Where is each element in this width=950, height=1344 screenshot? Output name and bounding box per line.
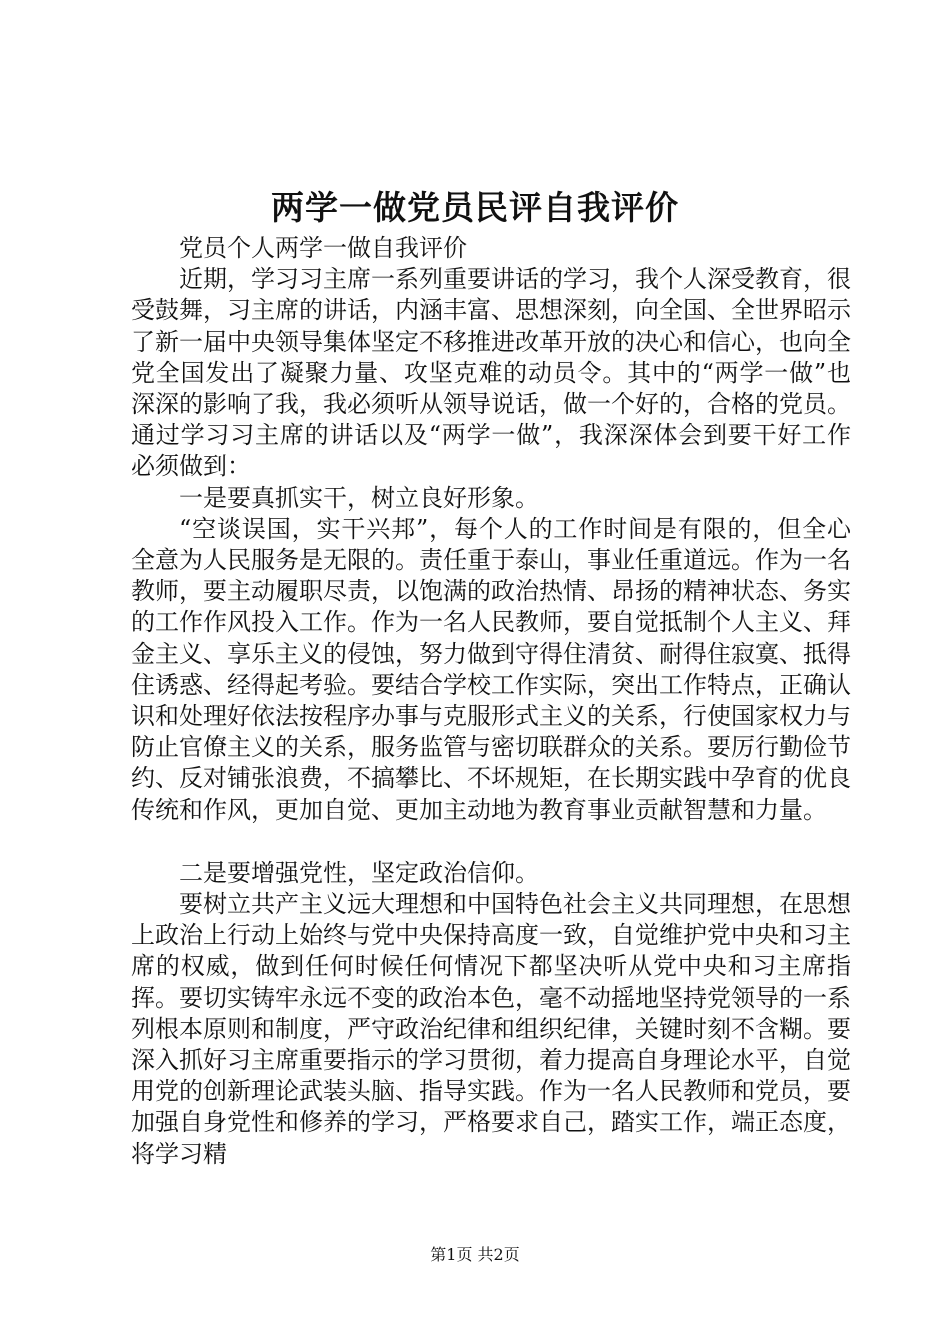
document-body [131,233,851,1170]
page-number: 第1页 共2页 [430,1245,520,1264]
paragraph-heading-1: 一是要真抓实干，树立良好形象。 [179,483,539,512]
paragraph-subtitle: 党员个人两学一做自我评价 [179,234,467,262]
paragraph-intro: 近期，学习习主席一系列重要讲话的学习，我个人深受教育，很受鼓舞，习主席的讲话，内涵丰富、思想深刻，向全国、全世界昭示了新一届中央领导集体坚定不移推进改革开放的决心和信心，也向全党全国发出了凝聚力量、攻坚克难的动员令。其中的“两学一做”也深深的影响了我，我必须听从领导说话，做一个好的，合格的党员。通过学习习主席的讲话以及“两学一做”，我深深体会到要干好工作必须做到： [131,265,851,481]
paragraph-heading-2: 二是要增强党性，坚定政治信仰。 [179,858,539,887]
paragraph-gap [131,826,851,858]
paragraph-section-1: “空谈误国，实干兴邦”，每个人的工作时间是有限的，但全心全意为人民服务是无限的。责任重于泰山，事业任重道远。作为一名教师，要主动履职尽责，以饱满的政治热情、昂扬的精神状态、务实的工作作风投入工作。作为一名人民教师，要自觉抵制个人主义、拜金主义、享乐主义的侵蚀，努力做到守得住清贫、耐得住寂寞、抵得住诱惑、经得起考验。要结合学校工作实际，突出工作特点，正确认识和处理好依法按程序办事与克服形式主义的关系，行使国家权力与防止官僚主义的关系，服务监管与密切联群众的关系。要厉行勤俭节约、反对铺张浪费，不搞攀比、不坏规矩，在长期实践中孕育的优良传统和作风，更加自觉、更加主动地为教育事业贡献智慧和力量。 [131,514,851,824]
paragraph-section-2: 要树立共产主义远大理想和中国特色社会主义共同理想，在思想上政治上行动上始终与党中央保持高度一致，自觉维护党中央和习主席的权威，做到任何时候任何情况下都坚决听从党中央和习主席指挥。要切实铸牢永远不变的政治本色，毫不动摇地坚持党领导的一系列根本原则和制度，严守政治纪律和组织纪律，关键时刻不含糊。要深入抓好习主席重要指示的学习贯彻，着力提高自身理论水平，自觉用党的创新理论武装头脑、指导实践。作为一名人民教师和党员，要加强自身党性和修养的学习，严格要求自己，踏实工作，端正态度，将学习精 [131,890,851,1168]
document-title: 两学一做党员民评自我评价 [271,188,679,227]
